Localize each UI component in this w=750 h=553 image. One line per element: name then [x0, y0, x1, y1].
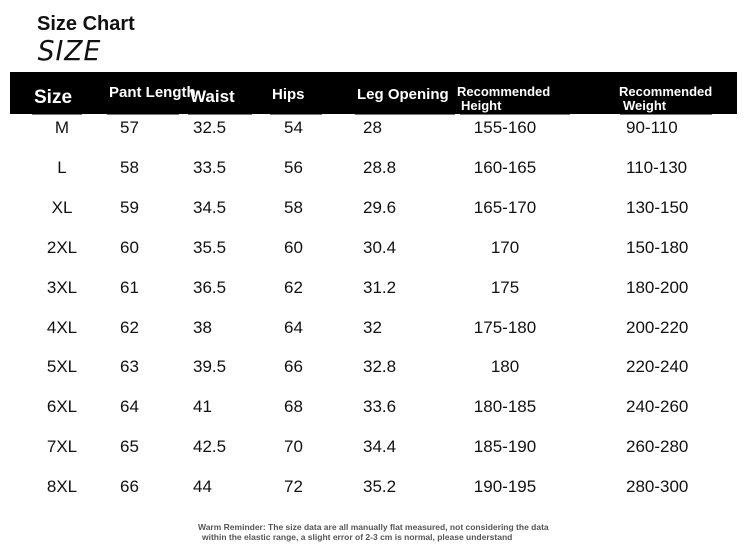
cell-size: L	[57, 157, 67, 177]
cell-recommended-height: 180-185	[473, 397, 537, 417]
cell-hips: 72	[284, 477, 303, 497]
cell-pant-length: 57	[120, 118, 139, 137]
cell-waist: 41	[193, 397, 212, 417]
header-underline-weight	[620, 114, 712, 115]
cell-size: M	[54, 118, 70, 137]
cell-leg-opening: 28.8	[363, 157, 397, 177]
cell-leg-opening: 29.6	[363, 197, 397, 217]
cell-recommended-weight: 260-280	[626, 437, 689, 457]
cell-pant-length: 62	[120, 317, 139, 337]
cell-size: 5XL	[46, 357, 78, 377]
cell-waist: 38	[193, 317, 212, 337]
cell-recommended-height: 160-165	[473, 157, 537, 177]
chart-title: Size Chart	[37, 13, 135, 35]
cell-recommended-weight: 220-240	[626, 357, 689, 377]
cell-leg-opening: 35.2	[363, 477, 397, 497]
header-underline-size	[32, 114, 82, 115]
cell-hips: 60	[284, 237, 303, 257]
warm-reminder-line2: within the elastic range, a slight error of 2-3 cm is normal, please understand	[202, 532, 513, 542]
cell-recommended-height: 155-160	[473, 118, 537, 137]
cell-size: 3XL	[46, 277, 78, 297]
cell-hips: 56	[284, 157, 303, 177]
cell-hips: 58	[284, 197, 303, 217]
cell-size: 8XL	[46, 477, 78, 497]
cell-size: 2XL	[46, 237, 78, 257]
cell-recommended-height: 175	[490, 277, 520, 297]
cell-waist: 32.5	[193, 118, 227, 137]
header-rec-height-line2: Height	[461, 98, 502, 113]
header-underline-waist	[188, 114, 252, 115]
cell-hips: 64	[284, 317, 303, 337]
cell-recommended-height: 170	[490, 237, 520, 257]
warm-reminder-line1: Warm Reminder: The size data are all manually flat measured, not considering the data	[198, 522, 549, 532]
cell-recommended-weight: 180-200	[626, 277, 689, 297]
cell-pant-length: 58	[120, 157, 139, 177]
cell-waist: 44	[193, 477, 212, 497]
header-underline-leg	[355, 114, 455, 115]
cell-waist: 35.5	[193, 237, 227, 257]
header-rec-weight-line1: Recommended	[619, 84, 713, 99]
cell-recommended-weight: 200-220	[626, 317, 689, 337]
cell-hips: 70	[284, 437, 303, 457]
cell-recommended-weight: 150-180	[626, 237, 689, 257]
cell-pant-length: 65	[120, 437, 139, 457]
cell-recommended-height: 185-190	[473, 437, 537, 457]
cell-size: 6XL	[46, 397, 78, 417]
cell-recommended-height: 180	[490, 357, 520, 377]
cell-size: 7XL	[46, 437, 78, 457]
cell-pant-length: 66	[120, 477, 139, 497]
header-size: Size	[34, 87, 73, 108]
cell-recommended-weight: 130-150	[626, 197, 689, 217]
cell-pant-length: 59	[120, 197, 139, 217]
cell-recommended-height: 175-180	[473, 317, 537, 337]
cell-size: XL	[51, 197, 73, 217]
cell-waist: 33.5	[193, 157, 227, 177]
cell-size: 4XL	[46, 317, 78, 337]
cell-recommended-weight: 240-260	[626, 397, 689, 417]
warm-reminder	[198, 522, 549, 542]
header-pant-length: Pant Length	[109, 84, 196, 101]
cell-waist: 34.5	[193, 197, 227, 217]
cell-hips: 62	[284, 277, 303, 297]
cell-pant-length: 60	[120, 237, 139, 257]
header-recommended-weight	[619, 85, 712, 113]
cell-pant-length: 63	[120, 357, 139, 377]
cell-leg-opening: 34.4	[363, 437, 397, 457]
cell-waist: 42.5	[193, 437, 227, 457]
header-underline-pant	[107, 114, 179, 115]
cell-waist: 36.5	[193, 277, 227, 297]
cell-recommended-weight: 110-130	[626, 157, 688, 177]
cell-recommended-height: 165-170	[473, 197, 537, 217]
cell-leg-opening: 32	[363, 317, 382, 337]
cell-hips: 54	[284, 118, 303, 137]
cell-pant-length: 64	[120, 397, 139, 417]
cell-leg-opening: 30.4	[363, 237, 397, 257]
cell-recommended-weight: 280-300	[626, 477, 689, 497]
cell-pant-length: 61	[120, 277, 139, 297]
cell-waist: 39.5	[193, 357, 227, 377]
cell-recommended-height: 190-195	[473, 477, 537, 497]
header-underline-height	[460, 114, 570, 115]
cell-leg-opening: 32.8	[363, 357, 397, 377]
header-rec-height-line1: Recommended	[457, 84, 551, 99]
cell-hips: 66	[284, 357, 303, 377]
size-logo: SIZE	[37, 34, 102, 67]
cell-leg-opening: 33.6	[363, 397, 397, 417]
header-underline-hips	[270, 114, 322, 115]
cell-hips: 68	[284, 397, 303, 417]
header-waist: Waist	[190, 87, 235, 106]
header-leg-opening: Leg Opening	[357, 86, 449, 103]
header-hips: Hips	[272, 86, 305, 103]
cell-recommended-weight: 90-110	[626, 118, 678, 137]
cell-leg-opening: 28	[363, 118, 382, 137]
header-rec-weight-line2: Weight	[623, 98, 667, 113]
header-recommended-height	[457, 85, 550, 113]
cell-leg-opening: 31.2	[363, 277, 397, 297]
